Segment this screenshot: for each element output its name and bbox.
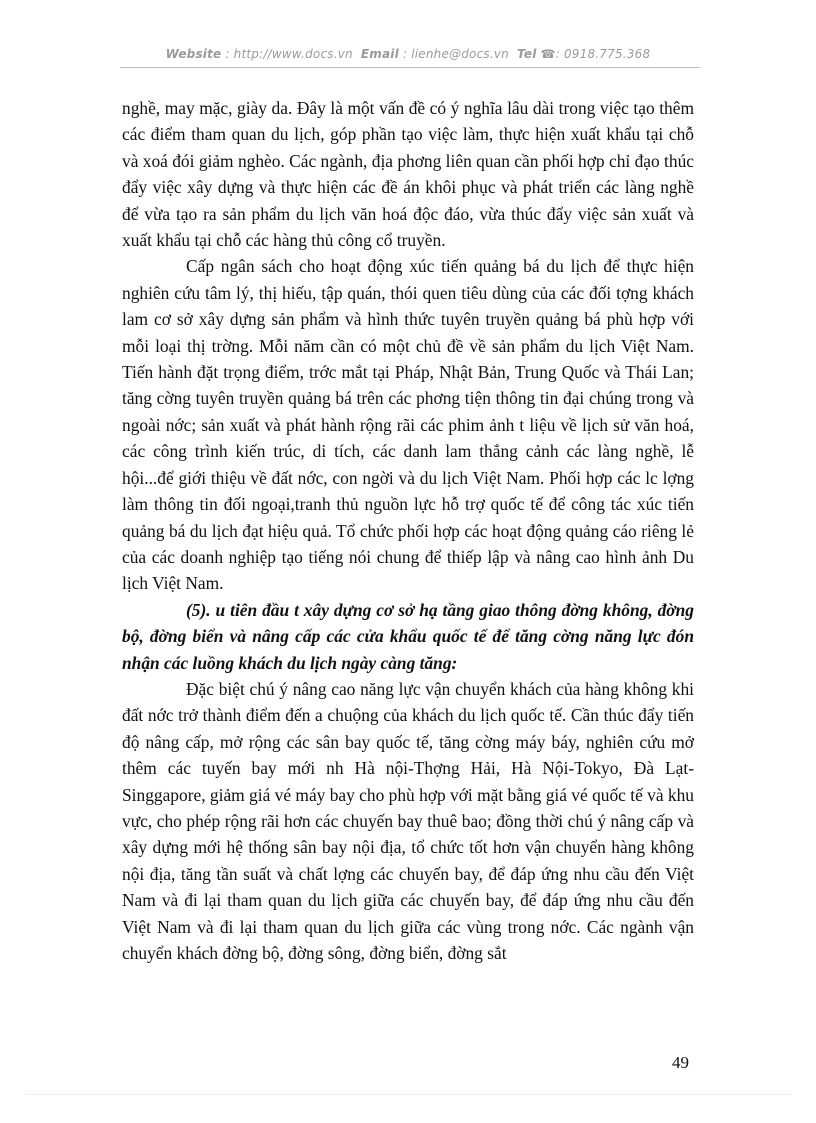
paragraph-3: Đặc biệt chú ý nâng cao năng lực vận chuyển khách của hàng không khi đất nớc trở thành điểm đến a chuộng của khách du lịch quốc tế. Cần thúc đẩy tiến độ nâng cấp, mở rộng các sân bay quốc tế, tăng cờng máy báy, nghiên cứu mở thêm các tuyến bay mới nh Hà nội-Thợng Hải, Hà Nội-Tokyo, Đà Lạt-Singgapore, giảm giá vé máy bay cho phù hợp với mặt bằng giá vé quốc tế và khu vực, cho phép rộng rãi hơn các chuyến bay thuê bao; đồng thời chú ý nâng cấp và xây dựng mới hệ thống sân bay nội địa, tổ chức tốt hơn vận chuyển hàng không nội địa, tăng tần suất và chất lợng các chuyến bay, để đáp ứng nhu cầu đến Việt Nam và đi lại tham quan du lịch giữa các chuyến bay, để đáp ứng nhu cầu đến Việt Nam và đi lại tham quan du lịch giữa các vùng trong nớc. Các ngành vận chuyển khách đờng bộ, đờng sông, đờng biển, đờng sắt: [122, 678, 694, 963]
paragraph-1: nghề, may mặc, giày da. Đây là một vấn đề có ý nghĩa lâu dài trong việc tạo thêm các điểm tham quan du lịch, góp phần tạo việc làm, thực hiện xuất khẩu tại chỗ và xoá đói giảm nghèo. Các ngành, địa phơng liên quan cần phối hợp chỉ đạo thúc đẩy việc xây dựng và thực hiện các đề án khôi phục và phát triển các làng nghề để vừa tạo ra sản phẩm du lịch văn hoá độc đáo, vừa thúc đẩy việc sản xuất và xuất khẩu tại chỗ các hàng thủ công cổ truyền.: [122, 98, 694, 251]
page-number: 49: [672, 1053, 689, 1072]
email-label: Email: [360, 47, 399, 61]
body-text: [122, 95, 694, 966]
footer-divider: [25, 1094, 791, 1095]
section-heading-5: (5). u tiên đầu t xây dựng cơ sở hạ tầng giao thông đờng không, đờng bộ, đờng biển và nâng cấp các cửa khẩu quốc tế để tăng cờng năng lực đón nhận các luồng khách du lịch ngày càng tăng:: [122, 599, 694, 673]
tel-value: : 0918.775.368: [555, 47, 651, 61]
paragraph-2: Cấp ngân sách cho hoạt động xúc tiến quảng bá du lịch để thực hiện nghiên cứu tâm lý, thị hiếu, tập quán, thói quen tiêu dùng của các đối tợng khách lam cơ sở xây dựng sản phẩm và hình thức tuyên truyền quảng bá phù hợp với mỗi loại thị trờng. Mỗi năm cần có một chủ đề về sản phẩm du lịch Việt Nam. Tiến hành đặt trọng điểm, trớc mắt tại Pháp, Nhật Bản, Trung Quốc và Thái Lan; tăng cờng tuyên truyền quảng bá trên các phơng tiện thông tin đại chúng trong và ngoài nớc; sản xuất và phát hành rộng rãi các phim ảnh t liệu về lịch sử văn hoá, các công trình kiến trúc, di tích, các danh lam thắng cảnh các làng nghề, lễ hội...để giới thiệu về đất nớc, con ngời và du lịch Việt Nam. Phối hợp các lc lợng làm thông tin đối ngoại,tranh thủ nguồn lực hỗ trợ quốc tế để công tác xúc tiến quảng bá du lịch đạt hiệu quả. Tổ chức phối hợp các hoạt động quảng cáo riêng lẻ của các doanh nghiệp tạo tiếng nói chung để thiếp lập và nâng cao hình ảnh Du lịch Việt Nam.: [122, 256, 694, 594]
website-value: : http://www.docs.vn: [225, 47, 353, 61]
header-divider: [120, 67, 700, 68]
phone-icon: ☎: [540, 47, 556, 61]
email-value: : lienhe@docs.vn: [402, 47, 509, 61]
website-label: Website: [165, 47, 222, 61]
tel-label: Tel: [517, 47, 537, 61]
page-header: [0, 47, 816, 61]
